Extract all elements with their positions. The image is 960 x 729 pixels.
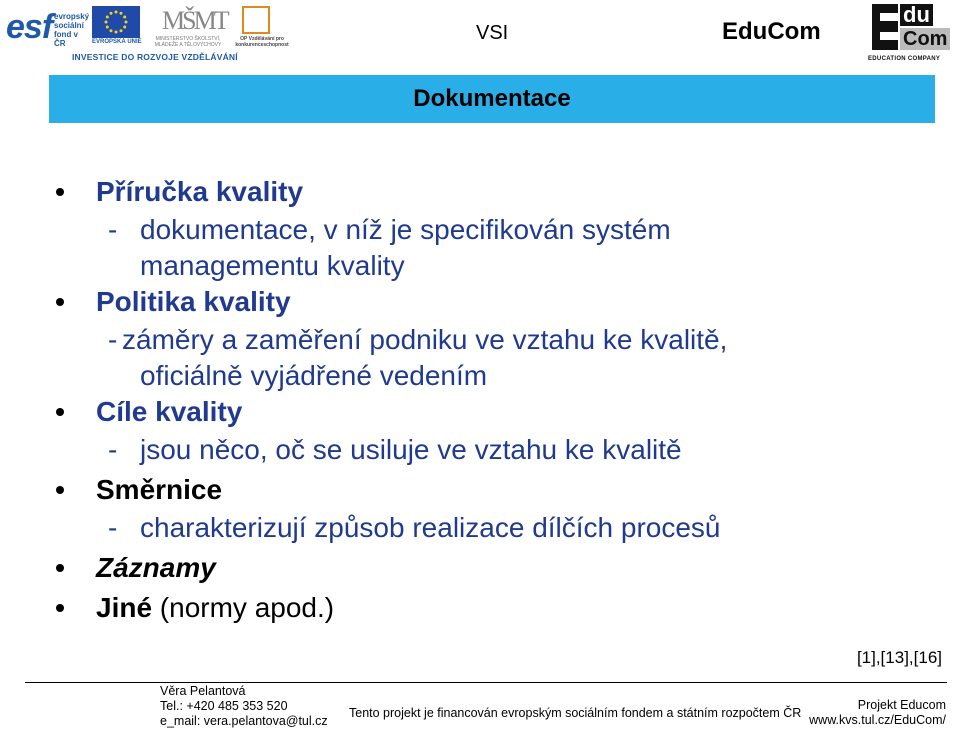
list-item <box>56 392 936 432</box>
msmt-mark-icon: MŠMT <box>162 6 227 35</box>
bullet-icon <box>56 298 64 306</box>
page-title: Dokumentace <box>413 85 571 112</box>
bullet-icon <box>56 188 64 196</box>
list-item-term: Příručka kvality <box>96 176 304 207</box>
dash: - <box>108 434 118 465</box>
bullet-icon <box>56 408 64 416</box>
list-item-term: Politika kvality <box>96 286 291 317</box>
educom-logo-subtitle: EDUCATION COMPANY <box>868 56 941 62</box>
list-item <box>56 548 936 588</box>
footer-funding: Tento projekt je financován evropským sociálním fondem a státním rozpočtem ČR <box>349 706 802 720</box>
esf-logo-letters: esf <box>6 8 53 46</box>
dash: - <box>108 324 118 355</box>
esf-logo-text: evropský sociální fond v ČR <box>54 12 90 48</box>
footer-divider <box>25 682 947 683</box>
eu-stars-icon <box>92 6 140 38</box>
educom-logo-du: du <box>900 4 933 26</box>
header-brand: EduCom <box>722 18 821 45</box>
eu-logo-text: EVROPSKÁ UNIE <box>92 39 142 45</box>
footer-project-name: Projekt Educom <box>857 698 946 712</box>
dash: - <box>108 512 118 543</box>
educom-logo <box>866 2 956 66</box>
list-item <box>56 172 936 212</box>
msmt-logo-text: MINISTERSTVO ŠKOLSTVÍ, MLÁDEŽE A TĚLOVÝCHOVY <box>154 36 222 48</box>
op-logo <box>232 6 292 50</box>
header-center-label: VSI <box>476 22 509 44</box>
footer-author: Věra Pelantová <box>160 684 246 698</box>
footer-project <box>809 698 946 728</box>
list-item <box>56 588 936 628</box>
list-item-term: Jiné (normy apod.) <box>96 592 335 623</box>
educom-e-icon <box>872 4 898 50</box>
list-item-description: - záměry a zaměření podniku ve vztahu ke kvalitě, <box>56 322 936 358</box>
educom-logo-com: Com <box>900 28 950 50</box>
op-logo-text: OP Vzdělávání pro konkurenceschopnost <box>235 36 289 48</box>
eu-flag-logo <box>92 6 140 38</box>
bullet-icon <box>56 486 64 494</box>
investment-slogan: INVESTICE DO ROZVOJE VZDĚLÁVÁNÍ <box>72 52 238 62</box>
content-list <box>56 172 936 628</box>
msmt-logo <box>146 6 226 50</box>
list-item-description: - charakterizují způsob realizace dílčích procesů <box>56 510 936 548</box>
footer-email: e_mail: vera.pelantova@tul.cz <box>160 714 328 728</box>
list-item-term-suffix: (normy apod.) <box>152 592 335 623</box>
list-item-description-cont: oficiálně vyjádřené vedením <box>140 360 488 391</box>
footer-contact <box>160 684 328 729</box>
bullet-icon <box>56 604 64 612</box>
footer-tel: Tel.: +420 485 353 520 <box>160 699 288 713</box>
list-item <box>56 282 936 322</box>
footer-url: www.kvs.tul.cz/EduCom/ <box>809 713 946 727</box>
bullet-icon <box>56 564 64 572</box>
list-item-description: - jsou něco, oč se usiluje ve vztahu ke kvalitě <box>56 432 936 470</box>
list-item-term: Cíle kvality <box>96 396 243 427</box>
op-arrow-icon <box>242 6 270 34</box>
list-item-term: Směrnice <box>96 474 223 505</box>
list-item <box>56 470 936 510</box>
title-band <box>49 75 935 123</box>
list-item-description: - dokumentace, v níž je specifikován systém <box>56 212 936 248</box>
list-item-term: Záznamy <box>96 552 216 583</box>
references: [1],[13],[16] <box>856 648 942 667</box>
esf-logo <box>6 6 90 48</box>
dash: - <box>108 214 118 245</box>
list-item-description-cont: managementu kvality <box>140 250 405 281</box>
